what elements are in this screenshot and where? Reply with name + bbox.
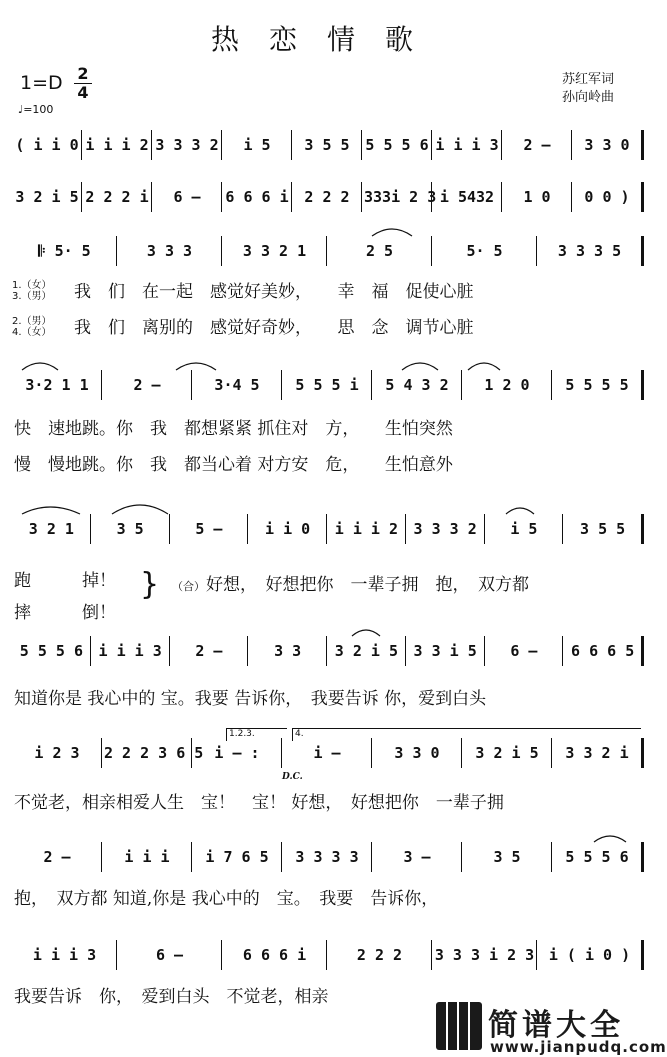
bar-line [501,130,502,160]
slur-arc [468,363,500,370]
measure: 3 5 [116,520,144,538]
bar-line [371,370,372,400]
measure: 3 3 0 [584,136,630,154]
piano-keys-icon [436,1002,482,1050]
measure: 3·2 1 1 [25,376,89,394]
measure: 2 – [523,136,551,154]
bar-line [551,842,552,872]
measure: 3 3 2 i [565,744,629,762]
bar-line [116,236,117,266]
measure: i i i 2 [334,520,398,538]
measure: 6 6 6 i [225,188,289,206]
bar-line [641,514,644,544]
measure: 3 – [403,848,431,866]
bar-line [551,738,552,768]
bar-line [551,370,552,400]
measure: i i 0 [265,520,311,538]
measure: 333i 2 3 [364,188,437,206]
measure: i 5 [243,136,271,154]
bar-line [169,514,170,544]
bar-line [461,842,462,872]
measure: 1 2 0 [484,376,530,394]
staff-row [12,182,642,212]
measure: i i i 3 [98,642,162,660]
watermark-logo [436,1000,667,1057]
logo-text: 简谱大全 [488,1008,624,1043]
measure: 3 3 3 3 [295,848,359,866]
bar-line [371,842,372,872]
measure: 3 3 3 5 [557,242,622,260]
measure: 3 2 i 5 [15,188,79,206]
measure: 0 0 ) [584,188,630,206]
bar-line [641,940,644,970]
bar-line [461,370,462,400]
bar-line [281,738,282,768]
slur-arc [22,363,58,370]
logo-url: www.jianpudq.com [490,1038,667,1056]
measure: 5 5 5 6 [565,848,629,866]
measure: 3 3 2 1 [242,242,307,260]
slur-arc [176,363,216,370]
bar-line [191,370,192,400]
tempo-marking: ♩=100 [18,103,54,116]
measure: 5· 5 [466,242,503,260]
measure: 2 5 [365,242,394,260]
measure: 3 3 3 2 [413,520,477,538]
measure: i i i [124,848,170,866]
volta-bracket-2: 4. [292,728,641,741]
bar-line [221,130,222,160]
bar-line [641,236,644,266]
lyric-line: 知道你是 我心中的 宝。我要 告诉你， 我要告诉 你，爱到白头 [14,689,487,709]
bar-line [405,636,406,666]
measure: 2 2 2 3 6 5 [104,744,204,762]
bar-line [501,182,502,212]
measure: 5 5 5 6 [19,642,83,660]
measure: 6 6 6 5 [571,642,635,660]
bar-line [221,236,222,266]
bar-line [221,182,222,212]
bar-line [221,940,222,970]
bar-line [291,130,292,160]
bar-line [641,370,644,400]
measure: 6 – [510,642,538,660]
bar-line [247,514,248,544]
bar-line [101,370,102,400]
lyric-line: 我要告诉 你， 爱到白头 不觉老，相亲 [14,987,329,1007]
measure: 2 – [43,848,71,866]
lyric-line: 快 速地跳。你 我 都想紧紧 抓住对 方， 生怕突然 [14,419,453,439]
bar-line [281,842,282,872]
measure: i i i 3 [32,946,97,964]
measure: 5 4 3 2 [385,376,449,394]
bar-line [562,636,563,666]
bar-line [484,636,485,666]
verse-lyric-1: 我 们 在一起 感觉好美妙， 幸 福 促使心脏 [74,282,474,302]
measure: 2 2 2 [356,946,403,964]
chorus-mark: （合） [172,580,205,593]
bar-line [326,514,327,544]
measure: 5 5 5 6 [365,136,429,154]
measure: i 5432 [439,188,495,206]
verse-lyric-2: 我 们 离别的 感觉好奇妙， 思 念 调节心脏 [74,318,474,338]
bar-line [247,636,248,666]
measure: 3 3 3 [146,242,193,260]
measure: 3 5 5 [304,136,350,154]
bar-line [641,738,644,768]
bar-line [431,236,432,266]
measure: 5 – [195,520,223,538]
slur-arc [402,363,438,370]
measure: i 7 6 5 [205,848,269,866]
measure: 3 5 5 [580,520,626,538]
bar-line [151,130,152,160]
measure: 6 6 6 i [242,946,307,964]
measure: 3 3 3 i 2 3 [434,946,535,964]
bar-line [641,842,644,872]
measure: 3 2 i 5 [475,744,539,762]
measure: 3·4 5 [214,376,260,394]
measure: i 5 [510,520,538,538]
volta-bracket-1: 1.2.3. [226,728,287,741]
bar-line [326,940,327,970]
verse-number-1: 1.（女） 3.（男） [12,280,52,302]
measure: 3 2 i 5 [334,642,398,660]
bar-line [90,636,91,666]
lyric-line: 抱， 双方都 知道,你是 我心中的 宝。 我要 告诉你， [14,889,439,909]
bar-line [81,130,82,160]
lyric-line: 摔 倒！ [14,603,116,623]
composer-credit: 孙向岭曲 [562,90,615,105]
song-title: 热恋情歌 [210,23,443,56]
bar-line [361,182,362,212]
measure: 2 2 2 i [85,188,149,206]
brace-symbol: } [140,567,160,602]
measure: 3 2 1 [28,520,74,538]
measure: i i i 3 [435,136,499,154]
measure: 6 – [173,188,201,206]
measure: 2 – [195,642,223,660]
staff-row [12,236,642,266]
measure: 2 2 2 [304,188,350,206]
staff-row [12,370,642,400]
bar-line [484,514,485,544]
meter-denominator: 4 [77,83,89,102]
measure: ( i i 0 [15,136,79,154]
chorus-lyric: 好想， 好想把你 一辈子拥 抱， 双方都 [206,575,529,595]
bar-line [326,636,327,666]
measure: 3 3 [274,642,302,660]
staff-row [12,738,642,768]
verse-number-2: 2.（男） 4.（女） [12,316,52,338]
bar-line [291,182,292,212]
measure: i ( i 0 ) [548,946,631,964]
bar-line [191,738,192,768]
lyric-line: 慢 慢地跳。你 我 都当心着 对方安 危， 生怕意外 [14,455,453,475]
staff-row [12,514,642,544]
staff-row [12,842,642,872]
measure: 3 3 3 2 [155,136,219,154]
meter-numerator: 2 [77,64,89,83]
slur-arc [372,229,412,236]
bar-line [151,182,152,212]
bar-line [562,514,563,544]
slur-arc [112,505,168,514]
bar-line [281,370,282,400]
bar-line [116,940,117,970]
bar-line [461,738,462,768]
bar-line [101,738,102,768]
bar-line [641,182,644,212]
measure: 2 – [133,376,161,394]
lyricist-credit: 苏红军词 [562,72,615,87]
bar-line [405,514,406,544]
bar-line [536,940,537,970]
measure: 6 – [155,946,184,964]
slur-arc [22,507,80,514]
measure: i – : [214,744,260,762]
time-signature [74,66,92,101]
measure: i – [313,744,341,762]
bar-line [536,236,537,266]
dc-marking: D.C. [282,772,303,782]
measure: 3 3 0 [394,744,440,762]
measure: 5 5 5 5 [565,376,629,394]
measure: 5 5 5 i [295,376,359,394]
bar-line [571,182,572,212]
lyric-line: 不觉老，相亲相爱人生 宝！ 宝！ 好想， 好想把你 一辈子拥 [14,793,504,813]
bar-line [169,636,170,666]
bar-line [81,182,82,212]
bar-line [361,130,362,160]
bar-line [431,182,432,212]
bar-line [431,940,432,970]
bar-line [641,636,644,666]
measure: 3 3 i 5 [413,642,477,660]
staff-row [12,940,642,970]
bar-line [191,842,192,872]
bar-line [641,130,644,160]
bar-line [101,842,102,872]
staff-row [12,130,642,160]
bar-line [431,130,432,160]
measure: i i i 2 [85,136,149,154]
bar-line [326,236,327,266]
bar-line [571,130,572,160]
bar-line [90,514,91,544]
measure: 𝄆 5· 5 [38,242,91,260]
staff-row [12,636,642,666]
bar-line [371,738,372,768]
key-signature: 1=D [20,72,63,94]
measure: i 2 3 [34,744,80,762]
measure: 3 5 [493,848,521,866]
lyric-line: 跑 掉！ [14,571,116,591]
measure: 1 0 [523,188,551,206]
